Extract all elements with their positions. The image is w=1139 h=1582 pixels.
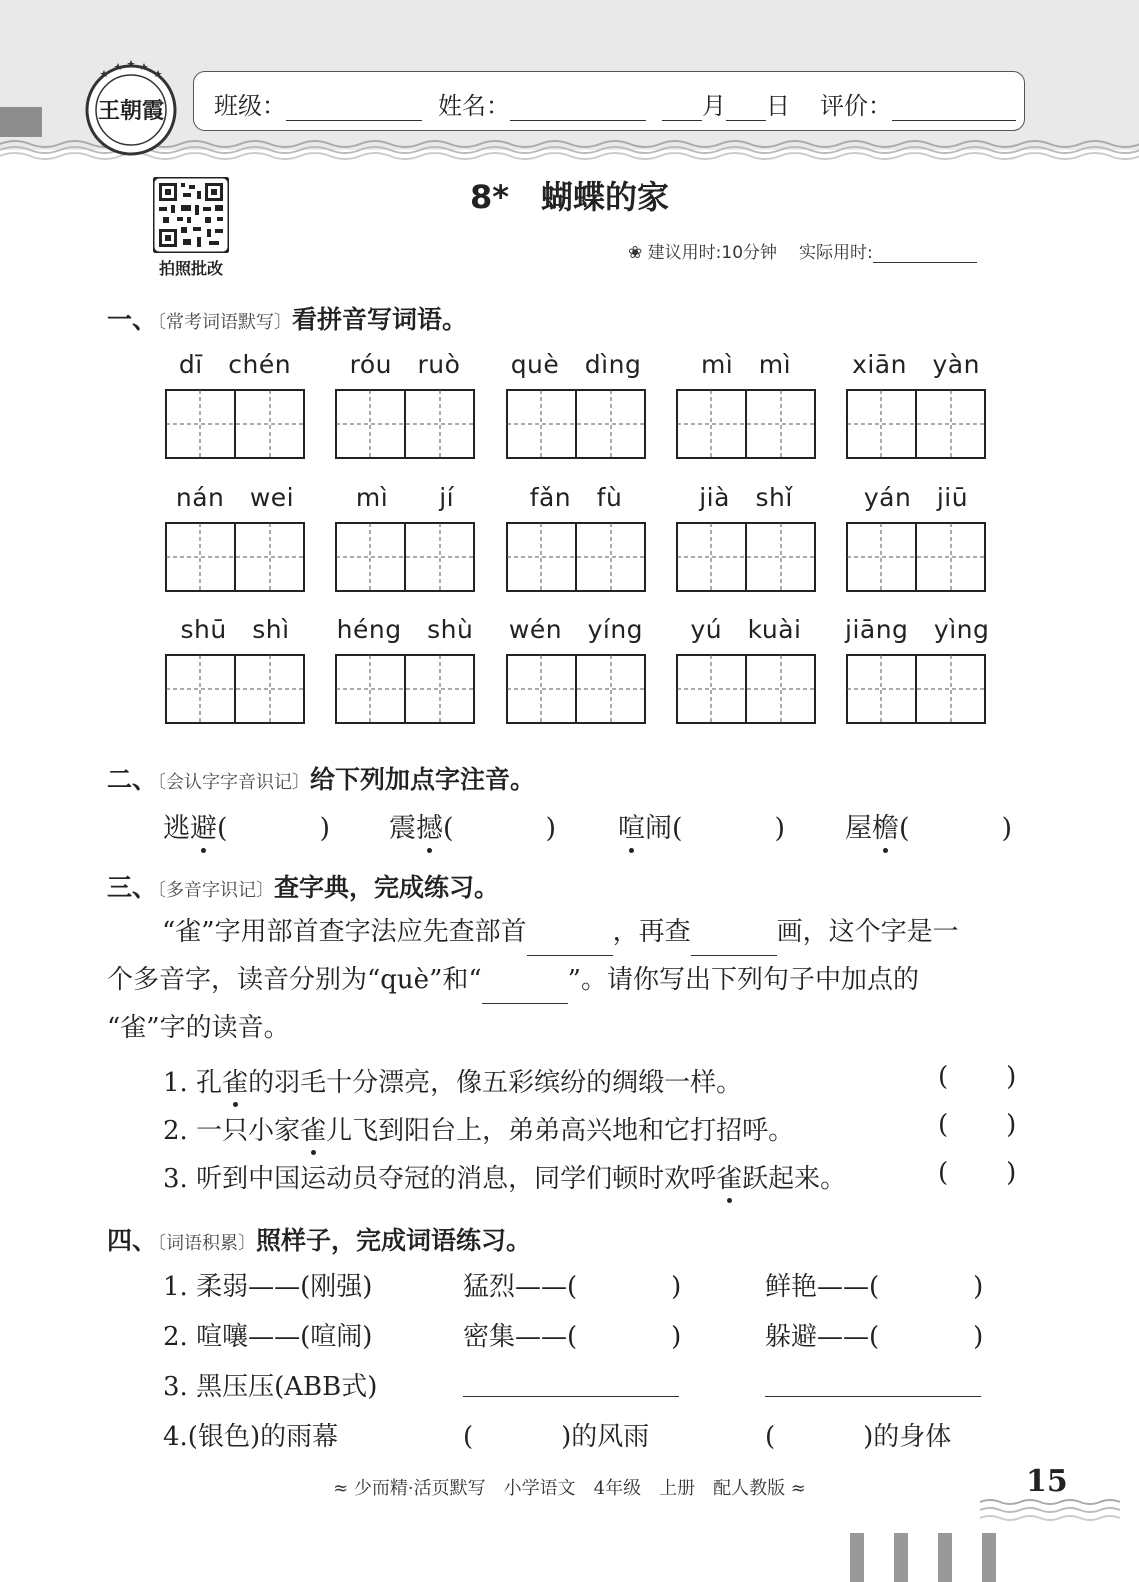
section1-heading xyxy=(107,300,467,336)
pinyin-label: róu ruò xyxy=(349,350,461,379)
section3-paragraph: “雀”字用部首查字法应先查部首 ，再查 画，这个字是一 个多音字，读音分别为“què”和“ ”。请你写出下列句子中加点的 “雀”字的读音。 xyxy=(107,917,959,1043)
section4-instruction: 照样子，完成词语练习。 xyxy=(256,1226,532,1255)
writing-grid[interactable] xyxy=(846,522,986,592)
section3-num: 三、 xyxy=(107,873,158,902)
writing-grid[interactable] xyxy=(335,654,475,724)
writing-grid[interactable] xyxy=(506,389,646,459)
dotted-char: 雀 xyxy=(300,1110,326,1147)
pinyin-label: nán wei xyxy=(175,483,295,512)
class-label: 班级： xyxy=(214,92,286,120)
section3-tag: 〔多音字识记〕 xyxy=(157,880,275,901)
section3-heading xyxy=(107,868,499,904)
pinyin-label: yú kuài xyxy=(690,615,802,644)
side-tab xyxy=(0,107,42,137)
pinyin-label: mì jí xyxy=(355,483,455,512)
suggested-time: 建议用时:10分钟 xyxy=(647,243,778,263)
section2-tag: 〔会认字字音识记〕 xyxy=(157,772,311,793)
pinyin-label: què dìng xyxy=(510,350,642,379)
word-item: 喧闹( ) xyxy=(618,806,785,845)
writing-grid[interactable] xyxy=(335,389,475,459)
row4-item3: ( )的身体 xyxy=(765,1422,952,1452)
eval-input-line[interactable] xyxy=(892,96,1016,121)
radical-blank[interactable] xyxy=(527,925,613,956)
row2-example: 2. 喧嚷——(喧闹) xyxy=(163,1322,373,1352)
section1-num: 一、 xyxy=(107,305,158,334)
dotted-char: 避 xyxy=(190,806,217,845)
pinyin-label: dī chén xyxy=(178,350,292,379)
section2-num: 二、 xyxy=(107,765,158,794)
section1-tag: 〔常考词语默写〕 xyxy=(157,312,293,333)
sentence-1: 1. 孔雀的羽毛十分漂亮，像五彩缤纷的绸缎一样。 xyxy=(163,1062,742,1099)
day-input-line[interactable] xyxy=(726,96,766,121)
writing-grid[interactable] xyxy=(165,654,305,724)
writing-grid[interactable] xyxy=(165,389,305,459)
row2-item2: 密集——( ) xyxy=(463,1322,682,1352)
row4-item2: ( )的风雨 xyxy=(463,1422,650,1452)
section4-tag: 〔词语积累〕 xyxy=(157,1233,257,1254)
pinyin-label: mì mì xyxy=(700,350,792,379)
pinyin-label: jiāng yìng xyxy=(845,615,990,644)
answer-paren[interactable]: ( ) xyxy=(938,1062,1017,1092)
row1-item2: 猛烈——( ) xyxy=(463,1272,682,1302)
name-label: 姓名： xyxy=(438,92,510,120)
section4-num: 四、 xyxy=(107,1226,158,1255)
row3-example: 3. 黑压压(ABB式) xyxy=(163,1372,378,1402)
row4-example: 4.(银色)的雨幕 xyxy=(163,1422,339,1452)
writing-grid[interactable] xyxy=(676,389,816,459)
class-input-line[interactable] xyxy=(286,96,422,121)
month-input-line[interactable] xyxy=(662,96,702,121)
pinyin-label: wén yíng xyxy=(508,615,644,644)
actual-time-input[interactable] xyxy=(873,244,977,263)
pinyin-label: fǎn fù xyxy=(529,483,623,512)
dotted-char: 喧 xyxy=(618,806,645,845)
writing-grid[interactable] xyxy=(846,389,986,459)
writing-grid[interactable] xyxy=(676,654,816,724)
abb-blank-2[interactable] xyxy=(765,1372,981,1397)
pinyin-label: héng shù xyxy=(336,615,474,644)
writing-grid[interactable] xyxy=(846,654,986,724)
dotted-char: 檐 xyxy=(872,806,899,845)
edge-marks xyxy=(850,1533,1000,1582)
eval-label: 评价： xyxy=(820,92,892,120)
writing-grid[interactable] xyxy=(506,522,646,592)
pinyin-label: shū shì xyxy=(180,615,290,644)
row1-example: 1. 柔弱——(刚强) xyxy=(163,1272,373,1302)
answer-paren[interactable]: ( ) xyxy=(938,1158,1017,1188)
day-label: 日 xyxy=(766,92,790,120)
footer-text: ≈ 少而精·活页默写 小学语文 4年级 上册 配人教版 ≈ xyxy=(333,1478,806,1499)
writing-grid[interactable] xyxy=(506,654,646,724)
section1-instruction: 看拼音写词语。 xyxy=(292,305,468,334)
dotted-char: 雀 xyxy=(222,1062,248,1099)
flower-icon: ❀ xyxy=(628,243,648,263)
writing-grid[interactable] xyxy=(676,522,816,592)
pinyin-label: xiān yàn xyxy=(852,350,980,379)
sentence-2: 2. 一只小家雀儿飞到阳台上，弟弟高兴地和它打招呼。 xyxy=(163,1110,794,1147)
lesson-title: 8* 蝴蝶的家 xyxy=(469,178,669,216)
section2-heading xyxy=(107,760,535,796)
page-number: 15 xyxy=(1026,1464,1068,1499)
dotted-char: 雀 xyxy=(716,1158,742,1195)
time-info xyxy=(628,238,977,263)
student-info-box xyxy=(193,71,1025,131)
publisher-logo xyxy=(82,58,180,156)
pinyin-label: jià shǐ xyxy=(699,483,793,512)
pronunciation-blank[interactable] xyxy=(482,973,568,1004)
stroke-count-blank[interactable] xyxy=(691,925,777,956)
writing-grid[interactable] xyxy=(335,522,475,592)
name-input-line[interactable] xyxy=(510,96,646,121)
dotted-char: 撼 xyxy=(416,806,443,845)
row2-item3: 躲避——( ) xyxy=(765,1322,984,1352)
pinyin-label: yán jiū xyxy=(863,483,969,512)
qr-caption: 拍照批改 xyxy=(158,259,223,278)
word-item: 屋檐( ) xyxy=(845,806,1012,845)
word-item: 逃避( ) xyxy=(163,806,330,845)
month-label: 月 xyxy=(702,92,726,120)
section2-instruction: 给下列加点字注音。 xyxy=(310,765,536,794)
logo-text: 王朝霞 xyxy=(97,98,165,124)
section3-instruction: 查字典，完成练习。 xyxy=(274,873,500,902)
writing-grid[interactable] xyxy=(165,522,305,592)
row1-item3: 鲜艳——( ) xyxy=(765,1272,984,1302)
actual-time-label: 实际用时: xyxy=(799,243,873,263)
abb-blank-1[interactable] xyxy=(463,1372,679,1397)
sentence-3: 3. 听到中国运动员夺冠的消息，同学们顿时欢呼雀跃起来。 xyxy=(163,1158,846,1195)
section4-heading xyxy=(107,1221,531,1257)
word-item: 震撼( ) xyxy=(389,806,556,845)
answer-paren[interactable]: ( ) xyxy=(938,1110,1017,1140)
